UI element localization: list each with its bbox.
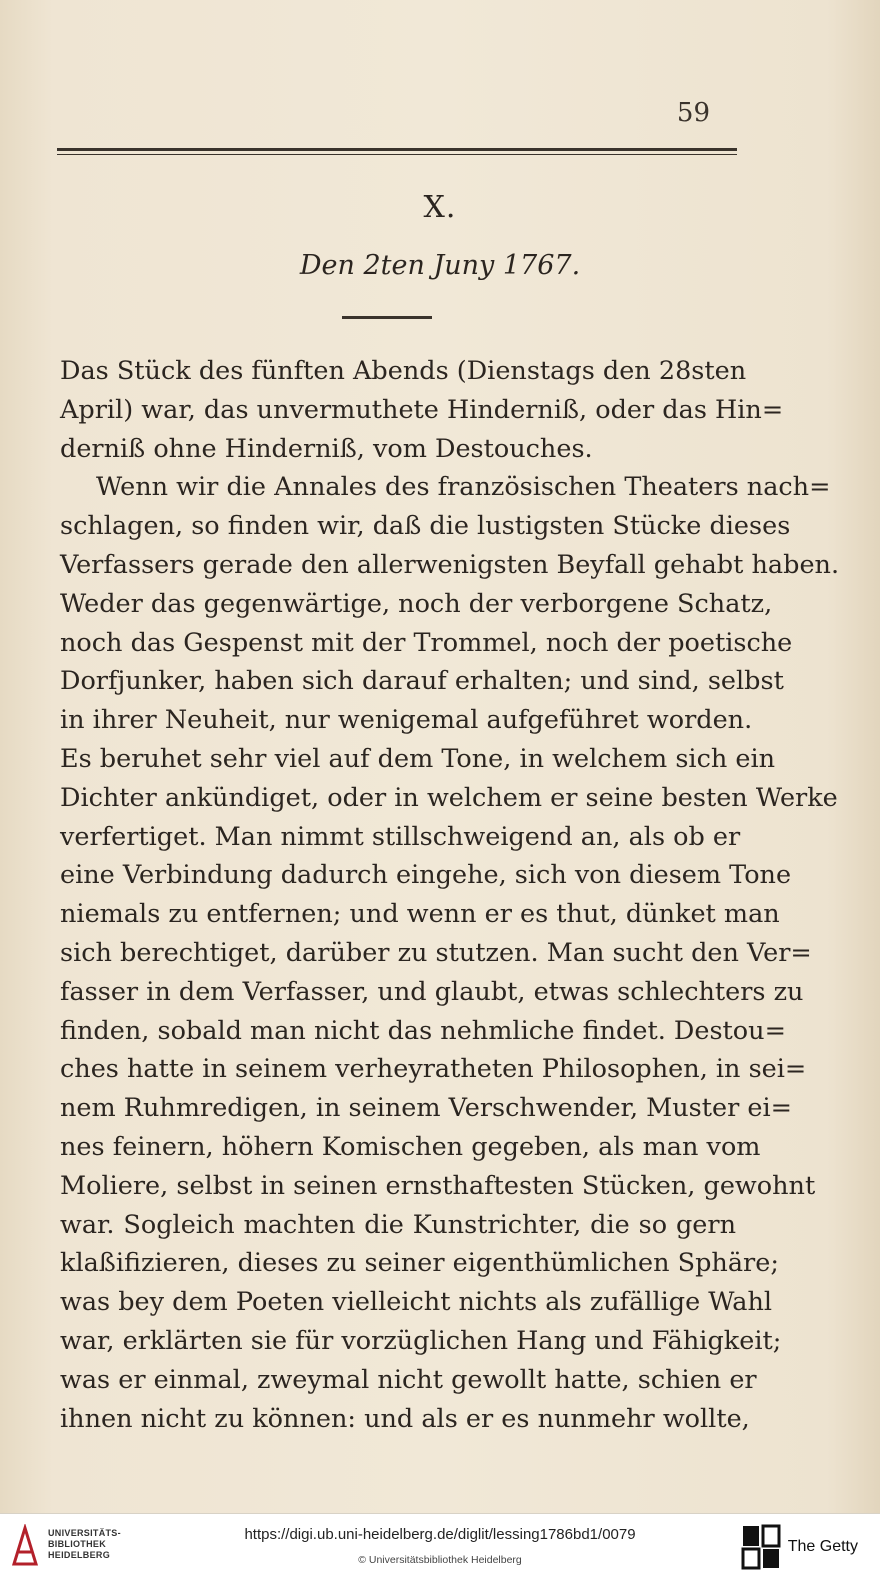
text-line: sich berechtiget, darüber zu stutzen. Man sucht den Ver= bbox=[60, 937, 812, 968]
chapter-heading: X. bbox=[423, 190, 457, 225]
copyright-notice: © Universitätsbibliothek Heidelberg bbox=[358, 1554, 522, 1566]
text-line: eine Verbindung dadurch eingehe, sich von diesem Tone bbox=[60, 860, 792, 891]
text-line: Verfassers gerade den allerwenigsten Beyfall gehabt haben. bbox=[60, 549, 840, 580]
library-name: UNIVERSITÄTS- BIBLIOTHEK HEIDELBERG bbox=[48, 1528, 121, 1560]
text-line: was er einmal, zweymal nicht gewollt hatte, schien er bbox=[60, 1364, 757, 1395]
text-line: Dorfjunker, haben sich darauf erhalten; und sind, selbst bbox=[60, 666, 784, 697]
text-line: war, erklärten sie für vorzüglichen Hang und Fähigkeit; bbox=[60, 1325, 782, 1356]
text-line: fasser in dem Verfasser, und glaubt, etwas schlechters zu bbox=[60, 976, 804, 1007]
text-line: Dichter ankündiget, oder in welchem er seine besten Werke bbox=[60, 782, 838, 813]
text-line: nes feinern, höhern Komischen gegeben, als man vom bbox=[60, 1131, 761, 1162]
text-line: klaßifizieren, dieses zu seiner eigenthümlichen Sphäre; bbox=[60, 1248, 779, 1279]
text-line: war. Sogleich machten die Kunstrichter, die so gern bbox=[60, 1209, 736, 1240]
text-line: Das Stück des fünften Abends (Dienstags den 28sten bbox=[60, 356, 747, 386]
text-line: ihnen nicht zu können: und als er es nunmehr wollte, bbox=[60, 1403, 750, 1434]
text-line: Weder das gegenwärtige, noch der verborgene Schatz, bbox=[60, 588, 773, 619]
page-number: 59 bbox=[676, 98, 710, 128]
header-rule-thin bbox=[57, 154, 737, 155]
header-rule bbox=[57, 148, 737, 151]
text-line: Wenn wir die Annales des französischen Theaters nach= bbox=[96, 472, 831, 503]
getty-logo-icon bbox=[741, 1524, 781, 1570]
text-line: April) war, das unvermuthete Hinderniß, oder das Hin= bbox=[60, 394, 784, 425]
text-line: finden, sobald man nicht das nehmliche findet. Destou= bbox=[60, 1015, 786, 1046]
text-line: was bey dem Poeten vielleicht nichts als zufällige Wahl bbox=[60, 1287, 773, 1318]
text-line: niemals zu entfernen; und wenn er es thut, dünket man bbox=[60, 899, 780, 930]
text-line: nem Ruhmredigen, in seinem Verschwender, Muster ei= bbox=[60, 1093, 793, 1124]
partner-name: The Getty bbox=[787, 1538, 858, 1555]
permalink-url[interactable]: https://digi.ub.uni-heidelberg.de/diglit/lessing1786bd1/0079 bbox=[244, 1526, 636, 1543]
text-line: noch das Gespenst mit der Trommel, noch der poetische bbox=[60, 627, 793, 658]
text-line: schlagen, so finden wir, daß die lustigsten Stücke dieses bbox=[60, 511, 791, 542]
viewer-footer bbox=[0, 1513, 880, 1580]
text-line: verfertiget. Man nimmt stillschweigend an, als ob er bbox=[60, 821, 741, 852]
text-line: derniß ohne Hinderniß, vom Destouches. bbox=[60, 433, 593, 464]
body-text bbox=[60, 352, 840, 1438]
text-line: Moliere, selbst in seinen ernsthaftesten Stücken, gewohnt bbox=[60, 1170, 816, 1201]
text-line: ches hatte in seinem verheyratheten Philosophen, in sei= bbox=[60, 1054, 807, 1085]
text-line: in ihrer Neuheit, nur wenigemal aufgeführet worden. bbox=[60, 705, 753, 736]
dateline: Den 2ten Juny 1767. bbox=[299, 250, 581, 281]
text-line: Es beruhet sehr viel auf dem Tone, in welchem sich ein bbox=[60, 743, 776, 774]
section-rule bbox=[342, 316, 432, 319]
